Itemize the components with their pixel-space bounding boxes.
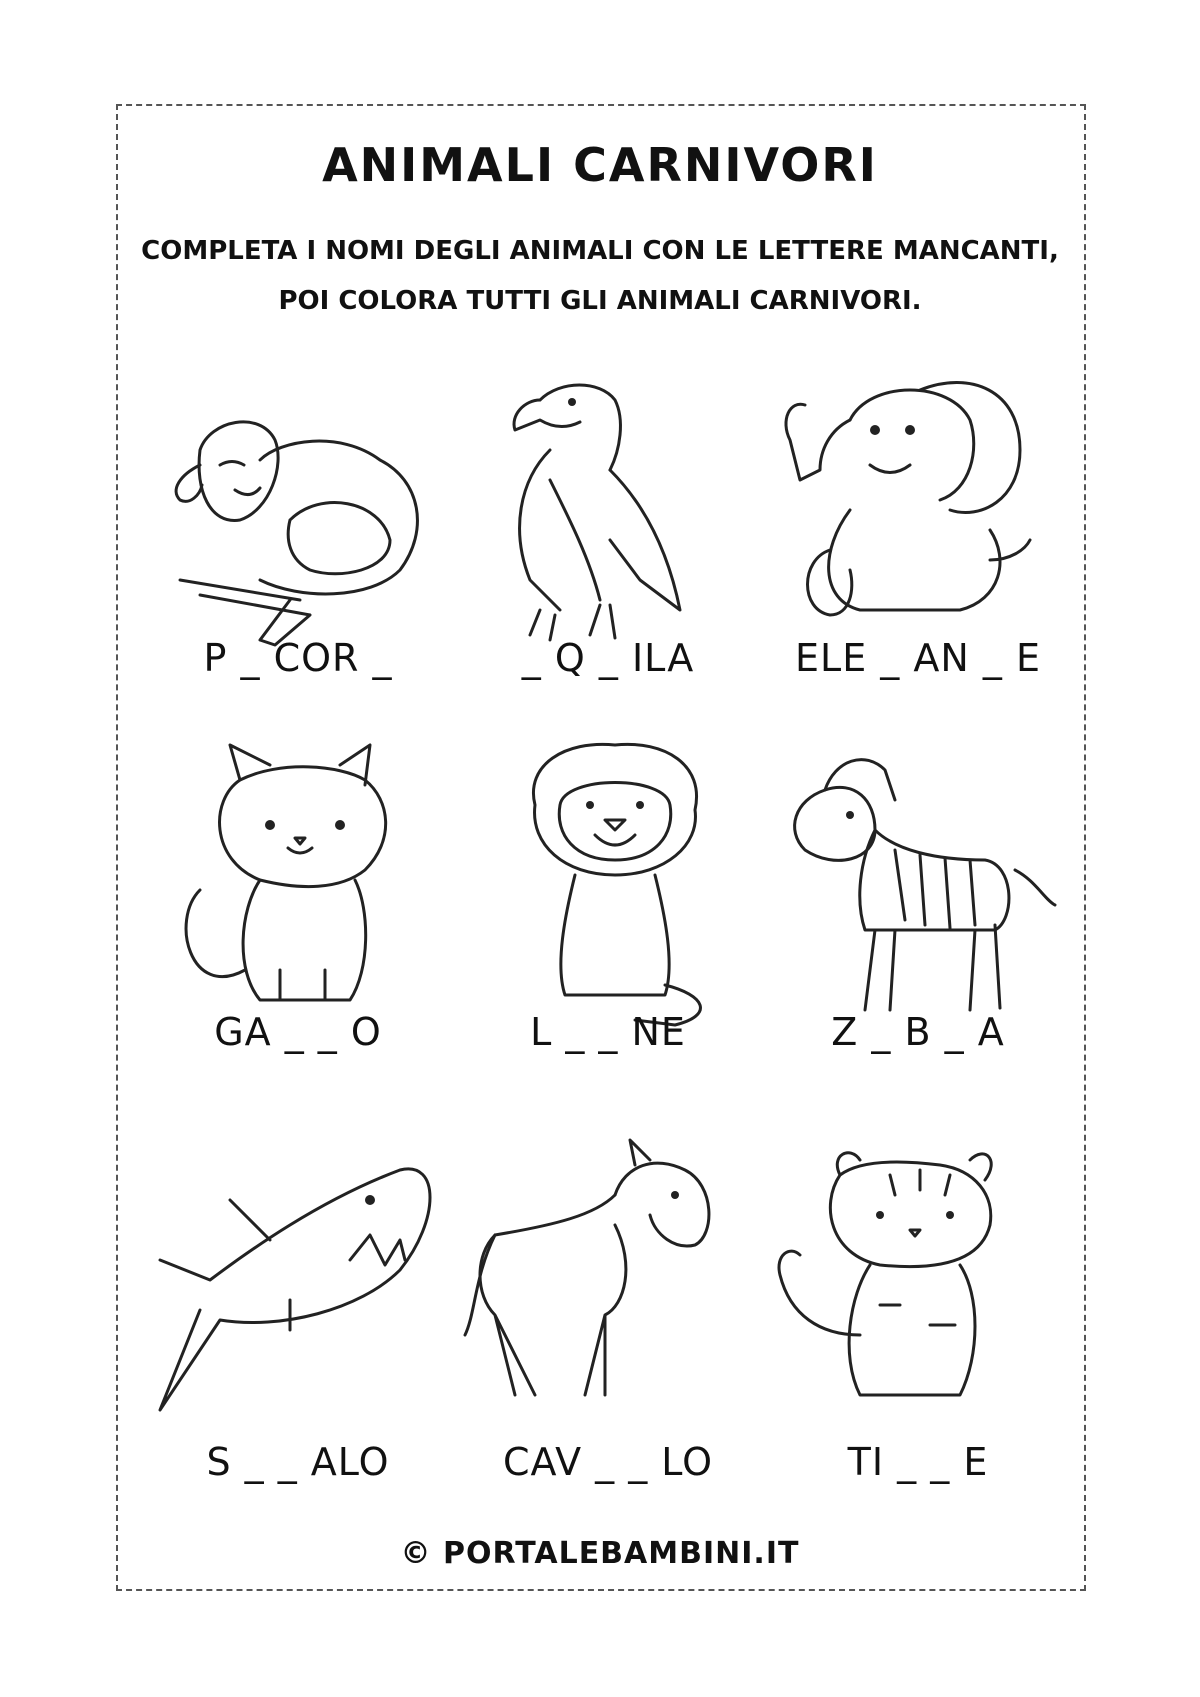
cat-drawing <box>150 740 450 1040</box>
word-blank-9: TI _ _ E <box>847 1440 989 1484</box>
shark-drawing <box>140 1140 440 1440</box>
elephant-drawing <box>760 360 1060 660</box>
word-blank-2: _ Q _ ILA <box>521 636 695 680</box>
horse-drawing <box>455 1135 755 1435</box>
instructions-line-1: COMPLETA I NOMI DEGLI ANIMALI CON LE LETTERE MANCANTI, <box>141 236 1059 266</box>
tiger-drawing <box>760 1135 1060 1435</box>
copyright-footer: © PORTALEBAMBINI.IT <box>400 1536 800 1571</box>
word-blank-7: S _ _ ALO <box>206 1440 390 1484</box>
word-blank-5: L _ _ NE <box>530 1010 686 1054</box>
worksheet-title: ANIMALI CARNIVORI <box>322 138 878 192</box>
word-blank-8: CAV _ _ LO <box>502 1440 714 1484</box>
word-blank-4: GA _ _ O <box>214 1010 382 1054</box>
lion-drawing <box>465 735 765 1035</box>
word-blank-6: Z _ B _ A <box>831 1010 1005 1054</box>
eagle-drawing <box>450 360 750 660</box>
word-blank-3: ELE _ AN _ E <box>795 636 1041 680</box>
instructions-line-2: POI COLORA TUTTI GLI ANIMALI CARNIVORI. <box>278 286 922 316</box>
zebra-drawing <box>765 740 1065 1040</box>
sheep-drawing <box>140 370 440 670</box>
word-blank-1: P _ COR _ <box>203 636 393 680</box>
